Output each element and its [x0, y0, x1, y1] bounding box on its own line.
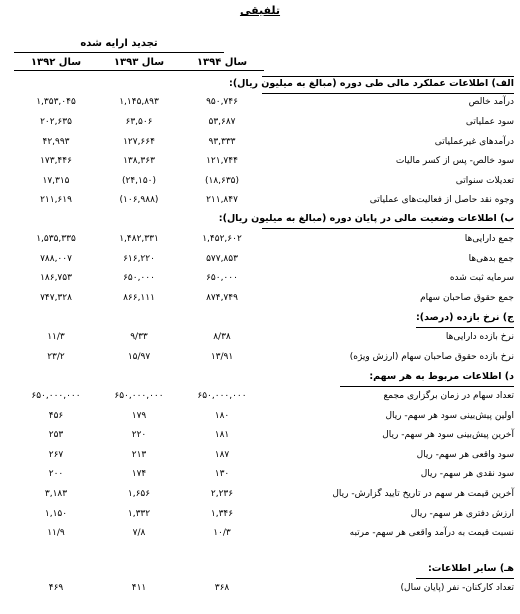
table-row [0, 528, 520, 544]
section-title: ج) نرخ بازده (درصد): [415, 312, 514, 323]
row-label: جمع حقوق صاحبان سهام [420, 293, 514, 303]
cell-1394: ۱۰/۳ [213, 528, 231, 538]
column-header-1393: سال ۱۳۹۳ [97, 57, 181, 71]
cell-1394: ۵۷۷,۸۵۳ [206, 254, 238, 264]
cell-1393: ۴۱۱ [131, 583, 147, 593]
table-row [0, 411, 520, 427]
row-label: سرمایه ثبت شده [449, 273, 514, 283]
table-row [0, 430, 520, 446]
cell-1392: ۳,۱۸۳ [44, 489, 68, 499]
cell-1394: ۹۳,۳۳۳ [208, 137, 236, 147]
row-label: سود نقدی هر سهم- ریال [420, 469, 514, 479]
cell-1394: ۲۱۱,۸۴۷ [206, 195, 238, 205]
table-row [0, 352, 520, 368]
cell-1394: ۱۲۱,۷۴۴ [206, 156, 238, 166]
row-label: نرخ بازده حقوق صاحبان سهام (ارزش ویژه) [349, 352, 514, 362]
cell-1392: ۷۸۸,۰۰۷ [40, 254, 72, 264]
cell-1392: ۲۶۷ [48, 450, 64, 460]
row-label: درآمد خالص [468, 97, 514, 107]
table-row [0, 489, 520, 505]
row-label: آخرین پیش‌بینی سود هر سهم- ریال [382, 430, 514, 440]
cell-1394: ۶۵۰,۰۰۰ [206, 273, 238, 283]
cell-1393: ۶۵۰,۰۰۰,۰۰۰ [114, 391, 164, 401]
cell-1392: ۲۱۱,۶۱۹ [40, 195, 72, 205]
cell-1392: ۱۷,۳۱۵ [42, 176, 70, 186]
cell-1392: ۴۶۹ [48, 583, 64, 593]
section-rule [416, 578, 514, 579]
table-row [0, 332, 520, 348]
row-label: وجوه نقد حاصل از فعالیت‌های عملیاتی [369, 195, 514, 205]
section-a-header [0, 78, 520, 94]
table-row [0, 234, 520, 250]
section-title: ب) اطلاعات وضعیت مالی در پایان دوره (مبالغ به میلیون ریال): [218, 213, 514, 224]
cell-1394: ۵۳,۶۸۷ [208, 117, 236, 127]
row-label: تعداد سهام در زمان برگزاری مجمع [383, 391, 514, 401]
cell-1392: ۲۰۰ [48, 469, 64, 479]
table-row [0, 156, 520, 172]
cell-1393: ۱۷۴ [131, 469, 147, 479]
table-row [0, 450, 520, 466]
column-header-1394: سال ۱۳۹۴ [180, 57, 264, 71]
row-label: آخرین قیمت هر سهم در تاریخ تایید گزارش- ریال [332, 489, 514, 499]
cell-1393: ۱۵/۹۷ [127, 352, 151, 362]
section-title: د) اطلاعات مربوط به هر سهم: [369, 371, 514, 382]
cell-1394: ۱۸۰ [214, 411, 230, 421]
cell-1393: ۲۲۰ [131, 430, 147, 440]
cell-1393: ۱,۱۴۵,۸۹۳ [119, 97, 159, 107]
cell-1394: ۲,۲۳۶ [210, 489, 234, 499]
cell-1393: ۱,۳۳۲ [127, 509, 151, 519]
cell-1392: ۱۸۶,۷۵۳ [40, 273, 72, 283]
cell-1393: ۸۶۶,۱۱۱ [123, 293, 155, 303]
row-label: جمع بدهی‌ها [468, 254, 514, 264]
row-label: اولین پیش‌بینی سود هر سهم- ریال [385, 411, 514, 421]
cell-1394: (۱۸,۶۳۵) [204, 176, 240, 186]
section-b-header [0, 213, 520, 229]
row-label: درآمدهای غیرعملیاتی [434, 137, 514, 147]
cell-1392: ۶۵۰,۰۰۰,۰۰۰ [31, 391, 81, 401]
cell-1394: ۱۸۱ [214, 430, 230, 440]
cell-1393: ۶۵۰,۰۰۰ [123, 273, 155, 283]
section-rule [416, 327, 514, 328]
cell-1394: ۸۷۴,۷۴۹ [206, 293, 238, 303]
section-e-header [0, 563, 520, 579]
cell-1393: (۲۴,۱۵۰) [121, 176, 157, 186]
cell-1393: ۱۲۷,۶۶۴ [123, 137, 155, 147]
cell-1392: ۱,۵۳۵,۳۳۵ [36, 234, 76, 244]
table-row [0, 583, 520, 599]
row-label: سود خالص- پس از کسر مالیات [395, 156, 514, 166]
table-row [0, 97, 520, 113]
table-row [0, 195, 520, 211]
cell-1394: ۹۵۰,۷۴۶ [206, 97, 238, 107]
cell-1394: ۶۵۰,۰۰۰,۰۰۰ [197, 391, 247, 401]
cell-1394: ۱۳/۹۱ [210, 352, 234, 362]
row-label: ارزش دفتری هر سهم- ریال [410, 509, 514, 519]
cell-1393: (۱۰۶,۹۸۸) [119, 195, 159, 205]
table-row [0, 137, 520, 153]
cell-1393: ۱,۴۸۲,۳۳۱ [119, 234, 159, 244]
section-d-header [0, 371, 520, 387]
table-row [0, 117, 520, 133]
cell-1394: ۱۸۷ [214, 450, 230, 460]
cell-1392: ۱,۳۵۳,۰۴۵ [36, 97, 76, 107]
cell-1394: ۳۶۸ [214, 583, 230, 593]
cell-1392: ۱,۱۵۰ [44, 509, 68, 519]
cell-1392: ۲۰۲,۶۳۵ [40, 117, 72, 127]
cell-1392: ۴۵۶ [48, 411, 64, 421]
row-label: سود واقعی هر سهم- ریال [416, 450, 514, 460]
section-rule [262, 76, 514, 77]
restated-header: تجدید ارایه شده [80, 38, 158, 49]
page-title: تلفیقی [239, 4, 281, 17]
cell-1392: ۱۷۳,۴۴۶ [40, 156, 72, 166]
cell-1392: ۴۲,۹۹۳ [42, 137, 70, 147]
row-label: سود عملیاتی [465, 117, 514, 127]
cell-1393: ۱,۶۵۶ [127, 489, 151, 499]
table-row [0, 176, 520, 192]
row-label: جمع دارایی‌ها [464, 234, 514, 244]
table-row [0, 254, 520, 270]
section-rule [262, 93, 514, 94]
cell-1392: ۱۱/۹ [47, 528, 65, 538]
cell-1394: ۸/۳۸ [213, 332, 231, 342]
cell-1394: ۱۳۰ [214, 469, 230, 479]
row-label: تعداد کارکنان- نفر (پایان سال) [400, 583, 514, 593]
row-label: نرخ بازده دارایی‌ها [445, 332, 514, 342]
cell-1393: ۶۱۶,۲۲۰ [123, 254, 155, 264]
cell-1394: ۱,۴۵۲,۶۰۲ [202, 234, 242, 244]
column-header-1392: سال ۱۳۹۲ [14, 57, 98, 71]
cell-1393: ۷/۸ [132, 528, 146, 538]
cell-1392: ۲۳/۲ [47, 352, 65, 362]
table-row [0, 469, 520, 485]
table-row [0, 391, 520, 407]
table-row [0, 273, 520, 289]
cell-1392: ۱۱/۳ [47, 332, 65, 342]
cell-1392: ۷۴۷,۳۲۸ [40, 293, 72, 303]
cell-1393: ۱۷۹ [131, 411, 147, 421]
cell-1394: ۱,۳۴۶ [210, 509, 234, 519]
cell-1392: ۲۵۳ [48, 430, 64, 440]
cell-1393: ۱۳۸,۳۶۳ [123, 156, 155, 166]
cell-1393: ۲۱۳ [131, 450, 147, 460]
cell-1393: ۹/۳۳ [130, 332, 148, 342]
section-title: هـ) سایر اطلاعات: [428, 563, 514, 574]
section-rule [340, 386, 514, 387]
table-row [0, 293, 520, 309]
table-row [0, 509, 520, 525]
row-label: نسبت قیمت به درآمد واقعی هر سهم- مرتبه [349, 528, 514, 538]
row-label: تعدیلات سنواتی [455, 176, 514, 186]
section-rule [262, 228, 514, 229]
section-c-header [0, 312, 520, 328]
section-title: الف) اطلاعات عملکرد مالی طی دوره (مبالغ به میلیون ریال): [229, 78, 514, 89]
cell-1393: ۶۳,۵۰۶ [125, 117, 153, 127]
restated-underline [14, 52, 224, 53]
